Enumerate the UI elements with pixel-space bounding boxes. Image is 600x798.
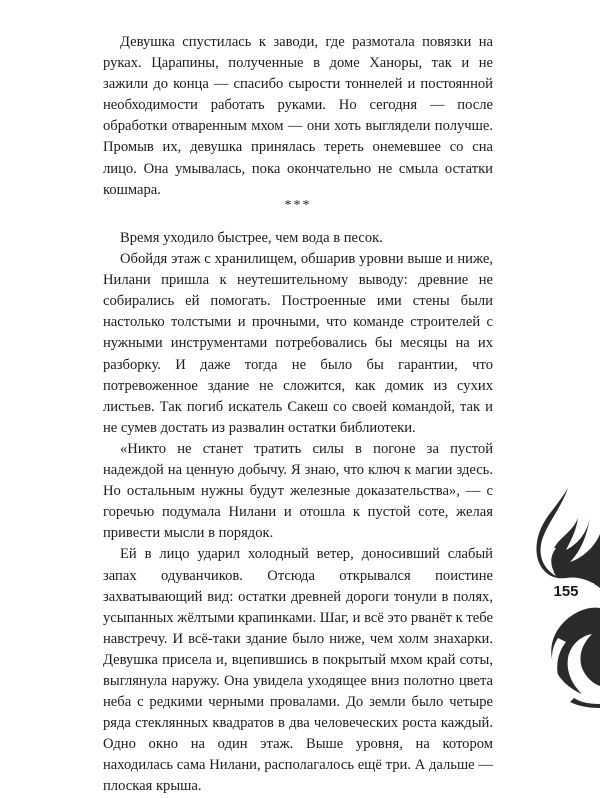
text-block-top [103,32,493,201]
paragraph: Время уходило быстрее, чем вода в песок. [120,230,383,246]
paragraph: «Никто не станет тратить силы в погоне за пустой надеждой на ценную добычу. Я знаю, что ключ к магии здесь. Но остальным нужны будут железные доказательства», — с горечью подумала Нилани и отошла к пустой соте, желая привести мысли в порядок. [103,440,493,542]
paragraph: Обойдя этаж с хранилищем, обшарив уровни выше и ниже, Нилани пришла к неутешительному выводу: древние не собирались ей помогать. Построенные ими стены были настолько толстыми и прочными, что команде строителей с нужными инструментами потребовались бы месяцы на их разборку. И даже тогда не было бы гарантии, что потревоженное здание не сложится, как домик из сухих листьев. Так погиб искатель Сакеш со своей командой, так и не сумев достать из развалин остатки библиотеки. [103,251,493,436]
section-separator: *** [284,198,312,213]
paragraph: Ей в лицо ударил холодный ветер, доносивший слабый запах одуванчиков. Отсюда открывался поистине захватывающий вид: остатки древней дороги тонули в полях, усыпанных жёлтыми крапинками. Шаг, и всё это рванёт к тебе навстречу. И всё-таки здание было ниже, чем холм знахарки. Девушка присела и, вцепившись в покрытый мхом край соты, выглянула наружу. Она увидела уходящее вниз полотно цвета неба с редкими черными провалами. До земли было четыре ряда стеклянных квадратов в два человеческих роста каждый. Одно окно на один этаж. Выше уровня, на котором находилась сама Нилани, располагалось ещё три. А дальше — плоская крыша. [103,546,493,795]
text-block-main [103,228,493,798]
paragraph: Девушка спустилась к заводи, где размотала повязки на руках. Царапины, полученные в доме Ханоры, так и не зажили до конца — спасибо сырости тоннелей и постоянной необходимости работать руками. Но сегодня — после обработки отваренным мхом — они хоть выглядели получше. Промыв их, девушка принялась тереть онемевшее со сна лицо. Она умывалась, пока окончательно не смыла остатки кошмара. [103,34,493,198]
page-number: 155 [538,583,594,601]
